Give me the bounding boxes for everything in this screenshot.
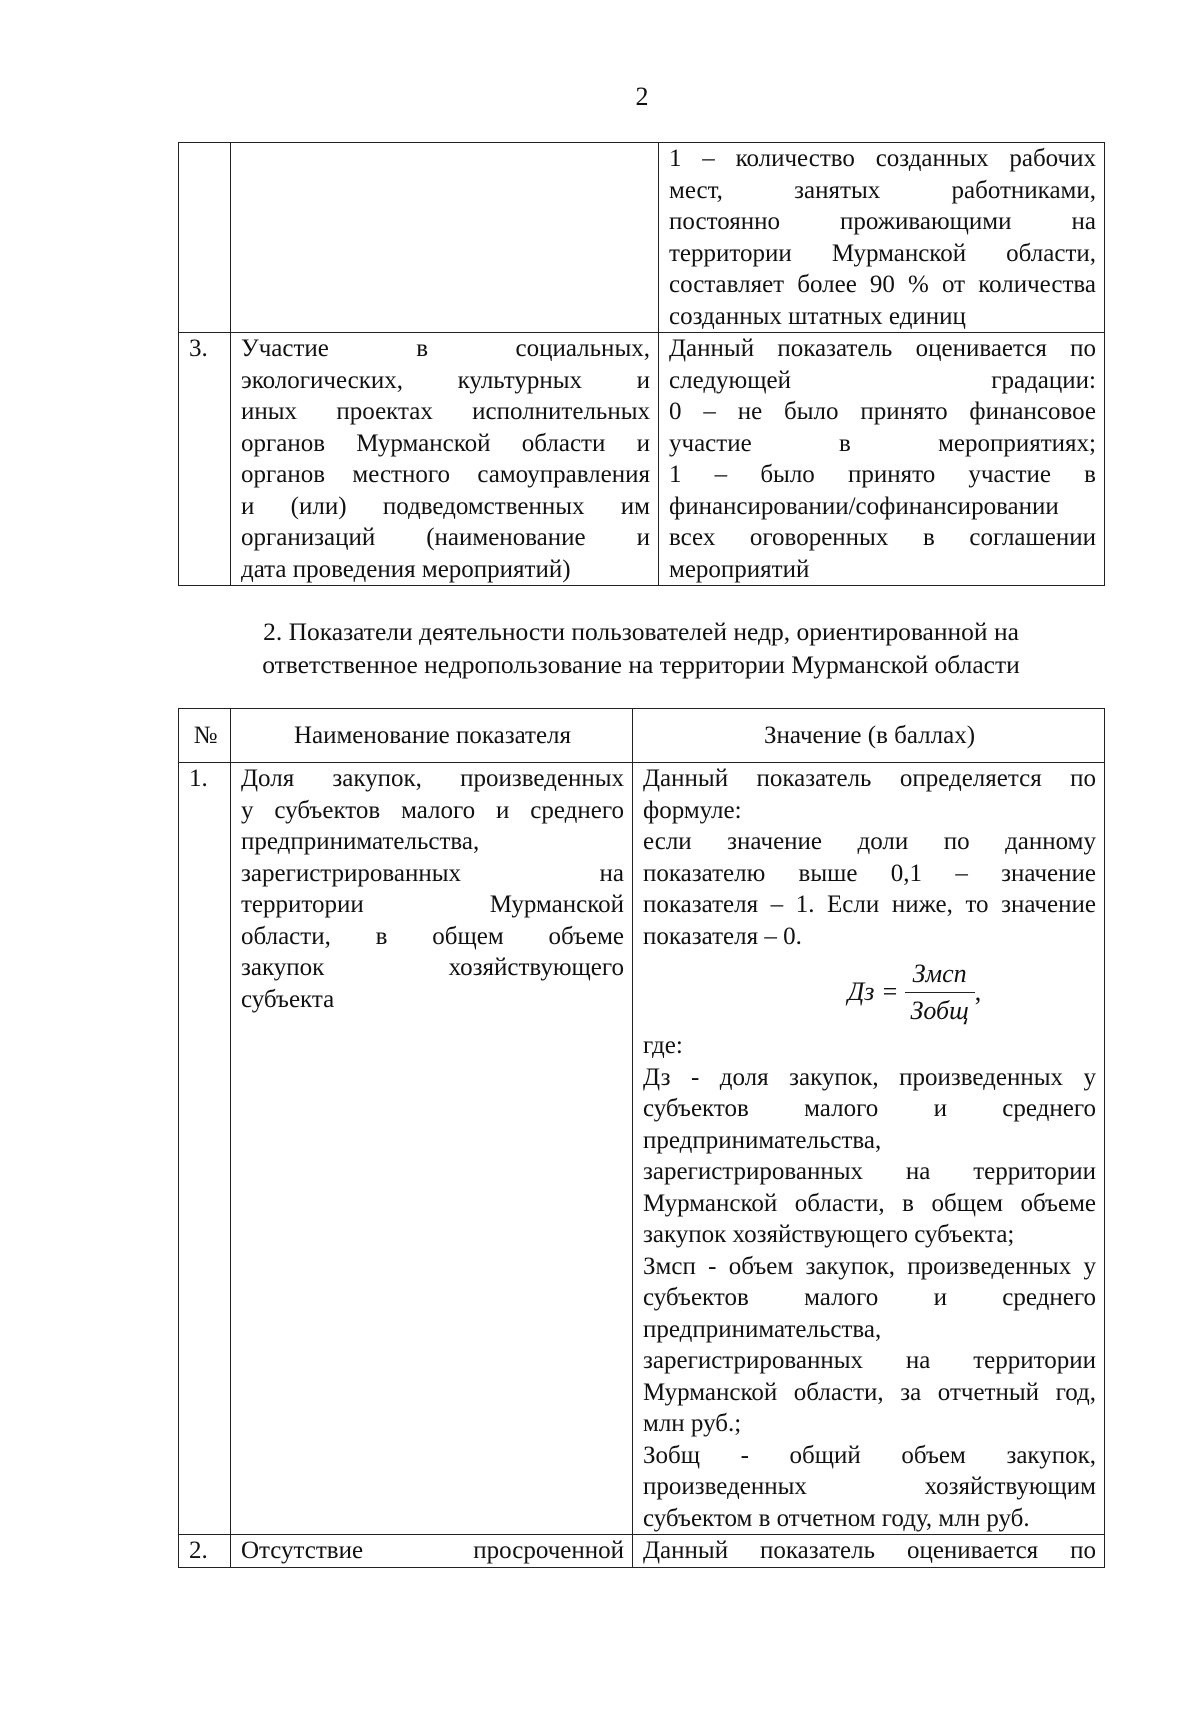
text-line: всех оговоренных в соглашении xyxy=(669,524,1096,551)
text-line: Данный показатель оценивается по xyxy=(669,335,1096,362)
text-line: составляет более 90 % от количества xyxy=(669,271,1096,298)
text-line: ответственное недропользование на территории Мурманской области xyxy=(262,650,1020,679)
page-number: 2 xyxy=(635,82,649,111)
table-row xyxy=(179,333,1105,586)
table-row xyxy=(179,763,1105,1535)
text-line: формуле: xyxy=(643,796,742,824)
text-line: экологических, культурных и xyxy=(241,366,650,394)
text-line: мест, занятых работниками, xyxy=(669,176,1096,204)
text-line: предпринимательства, xyxy=(241,828,480,855)
text-line: органов местного самоуправления xyxy=(241,461,650,488)
indicators-table-continued xyxy=(178,142,1105,586)
text-line: зарегистрированных на территории xyxy=(643,1158,1096,1185)
section-heading xyxy=(178,615,1104,681)
text-line: финансировании/софинансировании xyxy=(669,492,1059,520)
table-row xyxy=(179,143,1105,333)
text-line: Дз - доля закупок, произведенных у xyxy=(643,1063,1096,1091)
text-line: области, в общем объеме xyxy=(241,922,624,950)
text-line: закупок хозяйствующего субъекта; xyxy=(643,1221,1015,1248)
text-line: Данный показатель определяется по xyxy=(643,765,1096,792)
value-text-before xyxy=(643,763,1096,952)
text-line: созданных штатных единиц xyxy=(669,302,966,330)
text-line: Отсутствие просроченной xyxy=(241,1537,624,1564)
indicator-name-cell xyxy=(231,1535,633,1568)
text-line: постоянно проживающими на xyxy=(669,208,1096,235)
row-number-cell: 2. xyxy=(179,1535,231,1568)
text-line: территории Мурманской xyxy=(241,891,624,918)
formula xyxy=(643,952,1096,1030)
text-line: 1 – количество созданных рабочих xyxy=(669,145,1096,172)
column-header-value: Значение (в баллах) xyxy=(633,709,1105,763)
text-line: зарегистрированных на xyxy=(241,859,624,887)
text-line: закупок хозяйствующего xyxy=(241,954,624,981)
text-line: показателя – 0. xyxy=(643,922,802,950)
value-text-after xyxy=(643,1030,1096,1534)
text-line: мероприятий xyxy=(669,555,810,583)
indicator-value-cell xyxy=(659,143,1105,333)
text-line: у субъектов малого и среднего xyxy=(241,796,624,824)
text-line: субъектов малого и среднего xyxy=(643,1284,1096,1311)
row-number-cell: 1. xyxy=(179,763,231,1535)
formula-fraction xyxy=(905,958,975,1026)
text-line: 0 – не было принято финансовое xyxy=(669,398,1096,425)
text-line: показателя – 1. Если ниже, то значение xyxy=(643,891,1096,918)
text-line: 2. Показатели деятельности пользователей недр, ориентированной на xyxy=(263,617,1019,646)
text-line: Доля закупок, произведенных xyxy=(241,765,624,792)
indicator-value-cell xyxy=(633,1535,1105,1568)
indicators-table xyxy=(178,708,1105,1568)
table-row xyxy=(179,1535,1105,1568)
formula-denominator: Зобщ xyxy=(905,992,975,1027)
text-line: где: xyxy=(643,1032,683,1059)
text-line: и (или) подведомственных им xyxy=(241,492,650,520)
indicator-value-cell xyxy=(659,333,1105,586)
text-line: Мурманской области, за отчетный год, xyxy=(643,1378,1096,1406)
text-line: Участие в социальных, xyxy=(241,335,650,362)
indicator-name-cell xyxy=(231,333,659,586)
text-line: зарегистрированных на территории xyxy=(643,1347,1096,1374)
text-line: иных проектах исполнительных xyxy=(241,398,650,425)
formula-numerator: Змсп xyxy=(912,959,967,988)
text-line: Мурманской области, в общем объеме xyxy=(643,1189,1096,1217)
indicator-name-cell xyxy=(231,143,659,333)
row-number-cell xyxy=(179,143,231,333)
text-line: млн руб.; xyxy=(643,1410,742,1437)
text-line: участие в мероприятиях; xyxy=(669,429,1096,457)
text-line: следующей градации: xyxy=(669,366,1096,394)
row-number-cell: 3. xyxy=(179,333,231,586)
table-header-row xyxy=(179,709,1105,763)
column-header-number: № xyxy=(179,709,231,763)
text-line: организаций (наименование и xyxy=(241,524,650,551)
indicator-name-cell xyxy=(231,763,633,1535)
text-line: Данный показатель оценивается по xyxy=(643,1537,1096,1564)
text-line: 1 – было принято участие в xyxy=(669,461,1096,488)
text-line: субъекта xyxy=(241,985,335,1013)
text-line: дата проведения мероприятий) xyxy=(241,555,571,583)
text-line: предпринимательства, xyxy=(643,1126,882,1154)
text-line: Змсп - объем закупок, произведенных у xyxy=(643,1252,1096,1280)
text-line: если значение доли по данному xyxy=(643,828,1096,855)
text-line: субъектом в отчетном году, млн руб. xyxy=(643,1504,1030,1532)
text-line: предпринимательства, xyxy=(643,1315,882,1343)
text-line: произведенных хозяйствующим xyxy=(643,1473,1096,1500)
indicator-value-cell xyxy=(633,763,1105,1535)
text-line: Зобщ - общий объем закупок, xyxy=(643,1441,1096,1469)
text-line: показателю выше 0,1 – значение xyxy=(643,859,1096,887)
formula-lhs: Дз = xyxy=(847,977,899,1007)
text-line: органов Мурманской области и xyxy=(241,429,650,457)
column-header-name: Наименование показателя xyxy=(231,709,633,763)
text-line: субъектов малого и среднего xyxy=(643,1095,1096,1122)
formula-suffix: , xyxy=(974,977,982,1007)
text-line: территории Мурманской области, xyxy=(669,239,1096,267)
